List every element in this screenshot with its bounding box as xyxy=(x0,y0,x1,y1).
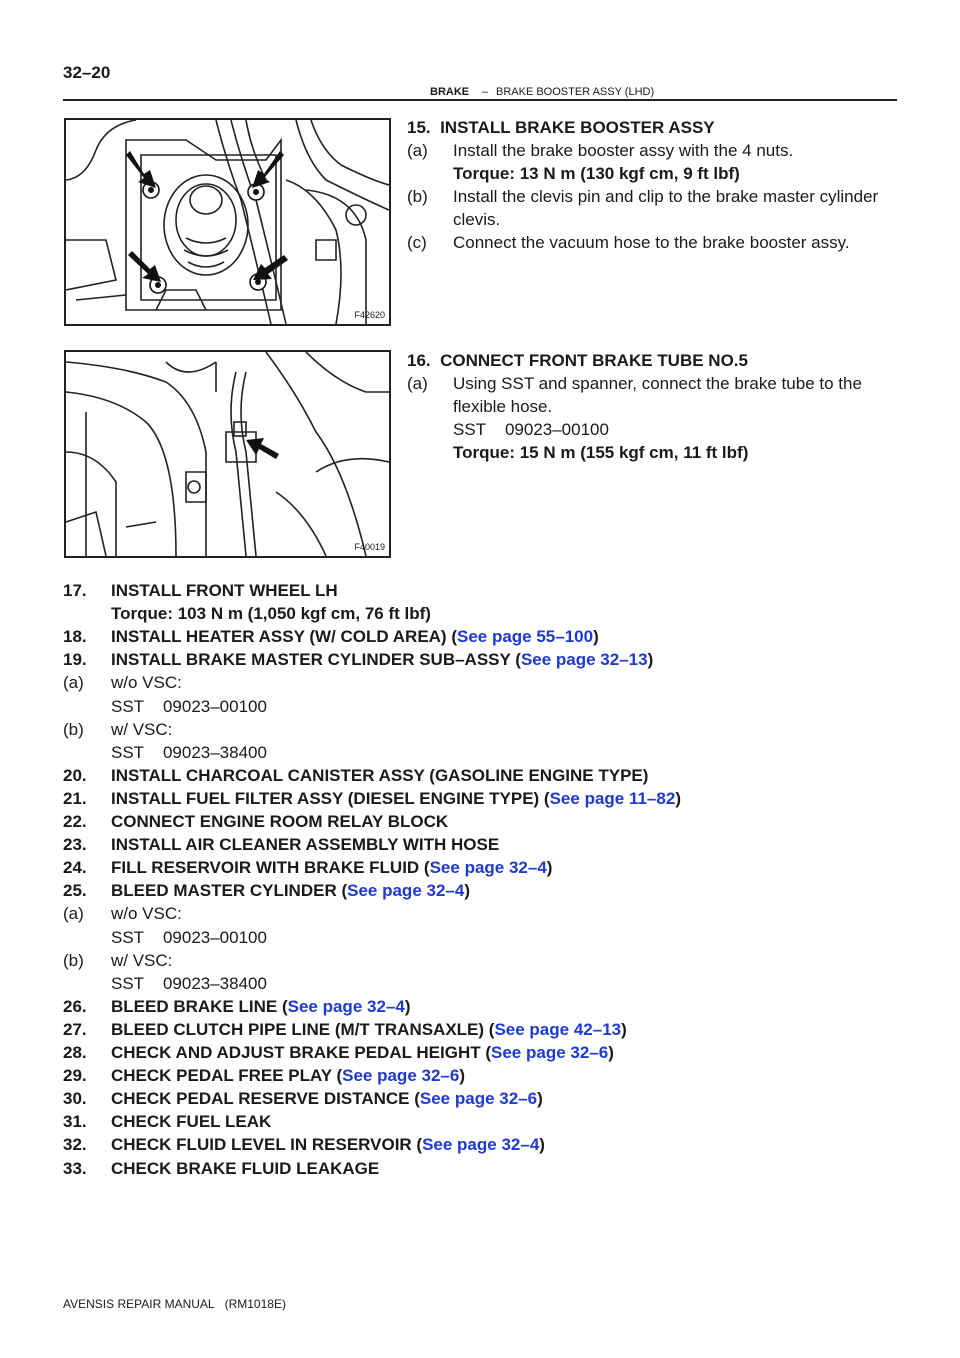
step-text xyxy=(111,625,599,648)
step-text-main: CHECK AND ADJUST BRAKE PEDAL HEIGHT ( xyxy=(111,1043,492,1062)
step-text-main: BLEED BRAKE LINE ( xyxy=(111,996,288,1016)
step-text xyxy=(111,1018,627,1041)
step-text-main: CHECK FLUID LEVEL IN RESERVOIR ( xyxy=(111,1135,423,1155)
step-text xyxy=(111,1133,545,1156)
step-16-torque: Torque: 15 N m (155 kgf cm, 11 ft lbf) xyxy=(453,443,749,462)
arrow-icon xyxy=(246,438,279,459)
step-text xyxy=(111,602,431,625)
step-number: (b) xyxy=(63,950,84,970)
figure-2-label: F40019 xyxy=(354,542,385,552)
closing-paren: ) xyxy=(404,996,411,1016)
figure-1-label: F42620 xyxy=(354,310,385,320)
step-text xyxy=(111,1157,379,1180)
page-number: 32–20 xyxy=(63,63,111,82)
step-text xyxy=(111,972,267,995)
step-15b-text-2: clevis. xyxy=(453,210,501,229)
step-text xyxy=(111,949,172,972)
step-number: 24. xyxy=(63,858,87,878)
step-15-title: 15. INSTALL BRAKE BOOSTER ASSY xyxy=(407,118,715,137)
step-number: 25. xyxy=(63,881,87,901)
see-page-link[interactable]: See page 32–6 xyxy=(342,1066,460,1086)
see-page-link[interactable]: See page 32–4 xyxy=(429,858,547,878)
step-text xyxy=(111,1064,465,1087)
closing-paren: ) xyxy=(675,788,681,808)
step-text xyxy=(111,787,681,810)
step-number: 20. xyxy=(63,765,87,785)
step-16a-text-2: flexible hose. xyxy=(453,397,553,416)
step-text-main: INSTALL FUEL FILTER ASSY (DIESEL ENGINE TYPE) ( xyxy=(111,788,550,808)
header-section: BRAKE xyxy=(430,86,470,98)
step-text-main: Torque: 103 N m (1,050 kgf cm, 76 ft lbf) xyxy=(111,604,431,624)
step-text-main: FILL RESERVOIR WITH BRAKE FLUID ( xyxy=(111,858,430,878)
step-number: (a) xyxy=(63,904,84,924)
step-text xyxy=(111,1110,271,1133)
step-text-main: INSTALL HEATER ASSY (W/ COLD AREA) ( xyxy=(111,627,457,647)
step-text-main: w/o VSC: xyxy=(111,904,182,924)
step-text-main: w/ VSC: xyxy=(111,950,173,970)
step-text-main: SST 09023–00100 xyxy=(111,696,267,716)
see-page-link[interactable]: See page 32–4 xyxy=(422,1135,540,1155)
step-number: 22. xyxy=(63,812,87,831)
closing-paren: ) xyxy=(459,1066,465,1086)
step-text-main: INSTALL FRONT WHEEL LH xyxy=(111,581,338,600)
step-number: 27. xyxy=(63,1019,87,1039)
step-text xyxy=(111,833,499,856)
step-number: 30. xyxy=(63,1089,87,1109)
step-text-main: CONNECT ENGINE ROOM RELAY BLOCK xyxy=(111,812,449,831)
header-subsection: BRAKE BOOSTER ASSY (LHD) xyxy=(496,86,655,98)
step-number: 33. xyxy=(63,1158,87,1178)
closing-paren: ) xyxy=(464,881,470,901)
step-text xyxy=(111,648,653,671)
step-number: (b) xyxy=(63,719,84,739)
step-text xyxy=(111,810,448,833)
step-15c-marker: (c) xyxy=(407,233,427,252)
step-text xyxy=(111,741,267,764)
step-text-main: CHECK BRAKE FLUID LEAKAGE xyxy=(111,1158,380,1178)
step-number: 19. xyxy=(63,650,87,670)
step-text-main: CHECK PEDAL FREE PLAY ( xyxy=(111,1066,343,1086)
footer-text: AVENSIS REPAIR MANUAL (RM1018E) xyxy=(63,1297,286,1311)
booster-illustration xyxy=(66,120,389,324)
step-text xyxy=(111,902,182,925)
header-separator: – xyxy=(482,86,489,98)
step-number: 32. xyxy=(63,1135,87,1155)
step-text-main: BLEED CLUTCH PIPE LINE (M/T TRANSAXLE) ( xyxy=(111,1019,495,1039)
step-text xyxy=(111,856,552,879)
see-page-link[interactable]: See page 55–100 xyxy=(456,627,594,647)
figure-brake-tube xyxy=(64,350,391,558)
step-number: 31. xyxy=(63,1112,87,1132)
step-number: 21. xyxy=(63,788,87,808)
step-text-main: w/o VSC: xyxy=(111,673,182,693)
closing-paren: ) xyxy=(647,650,654,670)
step-text xyxy=(111,695,267,718)
step-text-main: INSTALL AIR CLEANER ASSEMBLY WITH HOSE xyxy=(111,835,500,855)
step-text-main: w/ VSC: xyxy=(111,719,173,739)
step-16-sst: SST 09023–00100 xyxy=(453,420,609,439)
step-text xyxy=(111,718,172,741)
step-text-main: INSTALL BRAKE MASTER CYLINDER SUB–ASSY ( xyxy=(111,650,521,670)
step-number: 29. xyxy=(63,1066,87,1086)
step-15b-marker: (b) xyxy=(407,187,428,206)
see-page-link[interactable]: See page 32–13 xyxy=(520,650,648,670)
step-text xyxy=(111,671,182,694)
see-page-link[interactable]: See page 42–13 xyxy=(494,1019,622,1039)
step-number: 23. xyxy=(63,835,87,855)
step-text xyxy=(111,879,470,902)
step-15c-text: Connect the vacuum hose to the brake booster assy. xyxy=(453,233,850,252)
step-text xyxy=(111,926,267,949)
see-page-link[interactable]: See page 32–6 xyxy=(419,1089,538,1109)
see-page-link[interactable]: See page 32–4 xyxy=(347,881,465,901)
step-number: 28. xyxy=(63,1043,87,1062)
header-rule xyxy=(63,99,897,101)
step-number: 18. xyxy=(63,627,87,647)
step-16a-marker: (a) xyxy=(407,374,428,393)
step-number: 26. xyxy=(63,996,87,1016)
closing-paren: ) xyxy=(608,1043,614,1062)
brake-tube-illustration xyxy=(66,352,389,556)
step-text xyxy=(111,764,648,787)
step-text xyxy=(111,995,411,1018)
closing-paren: ) xyxy=(539,1135,545,1155)
closing-paren: ) xyxy=(546,858,553,878)
step-15b-text-1: Install the clevis pin and clip to the brake master cylinder xyxy=(453,187,879,206)
see-page-link[interactable]: See page 32–6 xyxy=(491,1043,609,1062)
step-text xyxy=(111,579,338,602)
see-page-link[interactable]: See page 11–82 xyxy=(549,788,676,808)
step-15a-text: Install the brake booster assy with the 4 nuts. xyxy=(453,141,794,160)
step-text xyxy=(111,1041,614,1064)
step-text-main: CHECK FUEL LEAK xyxy=(111,1112,272,1132)
step-text-main: SST 09023–38400 xyxy=(111,973,267,993)
step-number: 17. xyxy=(63,581,87,600)
step-16-title: 16. CONNECT FRONT BRAKE TUBE NO.5 xyxy=(407,351,748,370)
closing-paren: ) xyxy=(537,1089,543,1109)
step-text xyxy=(111,1087,543,1110)
figure-booster-nuts xyxy=(64,118,391,326)
step-text-main: INSTALL CHARCOAL CANISTER ASSY (GASOLINE ENGINE TYPE) xyxy=(111,765,649,785)
step-text-main: SST 09023–00100 xyxy=(111,927,267,947)
see-page-link[interactable]: See page 32–4 xyxy=(287,996,405,1016)
closing-paren: ) xyxy=(593,627,599,647)
step-text-main: CHECK PEDAL RESERVE DISTANCE ( xyxy=(111,1089,420,1109)
step-number: (a) xyxy=(63,673,84,693)
step-text-main: BLEED MASTER CYLINDER ( xyxy=(111,881,348,901)
step-15a-torque: Torque: 13 N m (130 kgf cm, 9 ft lbf) xyxy=(453,164,740,183)
step-text-main: SST 09023–38400 xyxy=(111,742,267,762)
arrow-icons xyxy=(126,151,288,282)
step-16a-text-1: Using SST and spanner, connect the brake tube to the xyxy=(453,374,862,393)
step-15a-marker: (a) xyxy=(407,141,428,160)
closing-paren: ) xyxy=(621,1019,627,1039)
